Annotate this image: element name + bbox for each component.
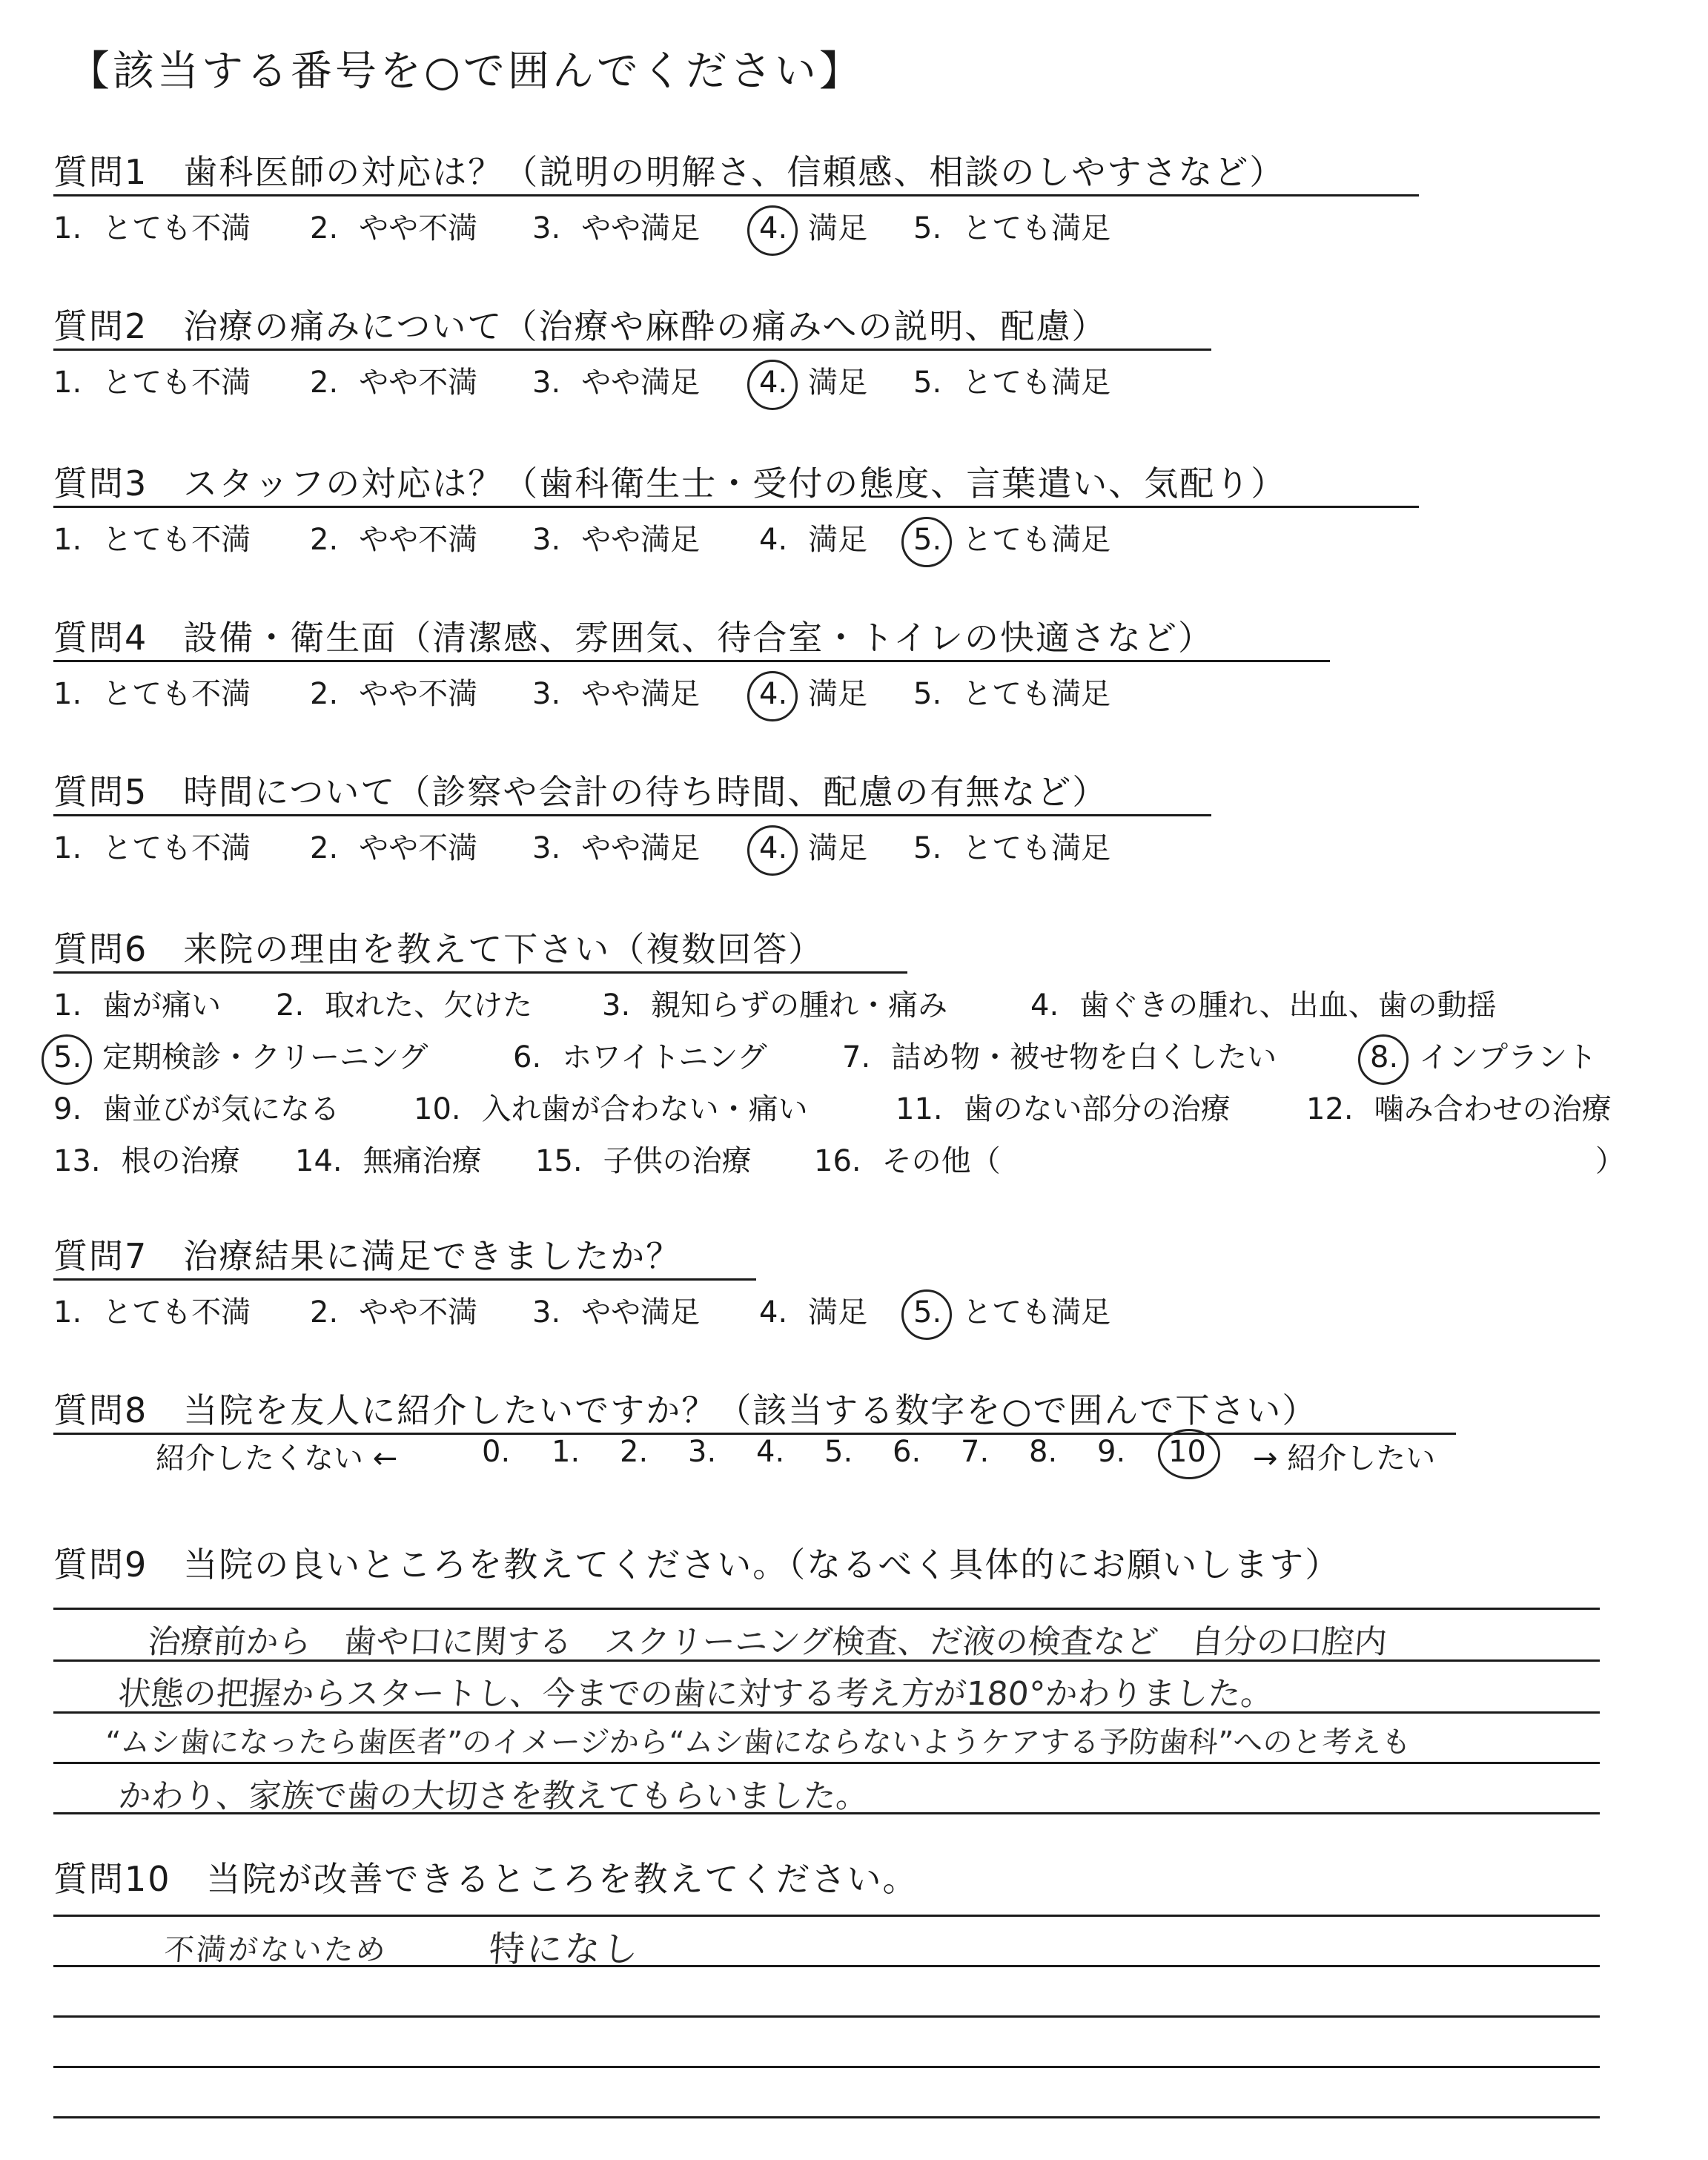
question-1-title: 質問1 歯科医師の対応は？（説明の明解さ、信頼感、相談のしやすさなど） [53, 152, 1285, 192]
q6-item-5[interactable]: 5. 定期検診・クリーニング [53, 1040, 428, 1074]
q8-scale-0[interactable]: 0. [482, 1435, 511, 1469]
q6-item-8[interactable]: 8. インプラント [1370, 1040, 1598, 1074]
question-8-title: 質問8 当院を友人に紹介したいですか？（該当する数字を○で囲んで下さい） [53, 1390, 1318, 1430]
q5-option-2[interactable]: 2. やや不満 [310, 831, 478, 865]
q9-answer-text-4: かわり、家族で歯の大切さを教えてもらいました。 [116, 1777, 870, 1815]
q2-option-5[interactable]: 5. とても満足 [913, 366, 1111, 400]
q9-answer-line-1 [53, 1608, 1600, 1610]
q6-item-7[interactable]: 7. 詰め物・被せ物を白くしたい [842, 1040, 1277, 1074]
q2-option-1[interactable]: 1. とても不満 [53, 366, 251, 400]
q9-answer-line-4 [53, 1762, 1600, 1764]
q8-scale-4[interactable]: 4. [756, 1435, 785, 1469]
q4-option-5[interactable]: 5. とても満足 [913, 677, 1111, 711]
question-4-rule [53, 660, 1330, 662]
question-2-title: 質問2 治療の痛みについて（治療や麻酔の痛みへの説明、配慮） [53, 306, 1108, 346]
q6-item-12[interactable]: 12. 噛み合わせの治療 [1306, 1092, 1612, 1126]
q8-scale-1[interactable]: 1. [552, 1435, 580, 1469]
question-5-title: 質問5 時間について（診察や会計の待ち時間、配慮の有無など） [53, 772, 1108, 812]
q8-scale-6[interactable]: 6. [893, 1435, 921, 1469]
q8-scale-10[interactable]: 10 [1168, 1435, 1206, 1469]
q3-option-4[interactable]: 4. 満足 [759, 523, 868, 557]
q6-item-11[interactable]: 11. 歯のない部分の治療 [896, 1092, 1231, 1126]
q10-answer-text-a: 不満がないため [163, 1933, 389, 1967]
q6-item-9[interactable]: 9. 歯並びが気になる [53, 1092, 340, 1126]
q10-answer-line-1 [53, 1915, 1600, 1917]
q6-item-15[interactable]: 15. 子供の治療 [535, 1144, 752, 1178]
q7-option-3[interactable]: 3. やや満足 [532, 1295, 701, 1330]
q6-other-close-paren: ） [1595, 1144, 1625, 1178]
q7-option-1[interactable]: 1. とても不満 [53, 1295, 251, 1330]
q10-answer-line-5 [53, 2116, 1600, 2118]
q3-option-3[interactable]: 3. やや満足 [532, 523, 701, 557]
q7-option-2[interactable]: 2. やや不満 [310, 1295, 478, 1330]
q3-option-5[interactable]: 5. とても満足 [913, 523, 1111, 557]
q9-answer-text-3: “ムシ歯になったら歯医者”のイメージから“ムシ歯にならないようケアする予防歯科”へのと考えも [104, 1725, 1413, 1760]
q6-item-3[interactable]: 3. 親知らずの腫れ・痛み [602, 988, 948, 1023]
q6-item-10[interactable]: 10. 入れ歯が合わない・痛い [414, 1092, 808, 1126]
q8-scale-8[interactable]: 8. [1029, 1435, 1058, 1469]
question-5-rule [53, 814, 1211, 816]
q8-scale-5[interactable]: 5. [824, 1435, 853, 1469]
question-6-title: 質問6 来院の理由を教えて下さい（複数回答） [53, 929, 824, 969]
q6-item-4[interactable]: 4. 歯ぐきの腫れ、出血、歯の動揺 [1030, 988, 1497, 1023]
q8-left-label: 紹介したくない ← [156, 1441, 398, 1476]
q4-option-2[interactable]: 2. やや不満 [310, 677, 478, 711]
question-3-rule [53, 506, 1419, 508]
q6-item-13[interactable]: 13. 根の治療 [53, 1144, 240, 1178]
q3-option-1[interactable]: 1. とても不満 [53, 523, 251, 557]
q5-option-4[interactable]: 4. 満足 [759, 831, 868, 865]
q10-answer-line-3 [53, 2015, 1600, 2018]
q4-option-3[interactable]: 3. やや満足 [532, 677, 701, 711]
instruction-header: 【該当する番号を○で囲んでください】 [68, 47, 864, 96]
q2-option-3[interactable]: 3. やや満足 [532, 366, 701, 400]
q1-option-3[interactable]: 3. やや満足 [532, 211, 701, 245]
q10-answer-text-b: 特になし [487, 1929, 642, 1970]
q8-scale-9[interactable]: 9. [1097, 1435, 1126, 1469]
q1-option-5[interactable]: 5. とても満足 [913, 211, 1111, 245]
q2-option-2[interactable]: 2. やや不満 [310, 366, 478, 400]
q1-option-2[interactable]: 2. やや不満 [310, 211, 478, 245]
q3-option-2[interactable]: 2. やや不満 [310, 523, 478, 557]
q10-answer-line-4 [53, 2066, 1600, 2068]
q5-option-3[interactable]: 3. やや満足 [532, 831, 701, 865]
question-10-title: 質問10 当院が改善できるところを教えてください。 [53, 1859, 918, 1899]
question-7-rule [53, 1278, 756, 1281]
question-4-title: 質問4 設備・衛生面（清潔感、雰囲気、待合室・トイレの快適さなど） [53, 618, 1214, 658]
q6-item-1[interactable]: 1. 歯が痛い [53, 988, 222, 1023]
q5-option-5[interactable]: 5. とても満足 [913, 831, 1111, 865]
question-2-rule [53, 349, 1211, 351]
q8-scale-2[interactable]: 2. [620, 1435, 649, 1469]
question-1-rule [53, 194, 1419, 196]
q6-item-16[interactable]: 16. その他（ [814, 1144, 1001, 1178]
q8-scale-7[interactable]: 7. [961, 1435, 990, 1469]
q8-scale-3[interactable]: 3. [688, 1435, 717, 1469]
q2-option-4[interactable]: 4. 満足 [759, 366, 868, 400]
question-3-title: 質問3 スタッフの対応は？（歯科衛生士・受付の態度、言葉遣い、気配り） [53, 463, 1287, 503]
q8-right-label: → 紹介したい [1253, 1441, 1436, 1476]
q1-option-1[interactable]: 1. とても不満 [53, 211, 251, 245]
question-9-title: 質問9 当院の良いところを教えてください。（なるべく具体的にお願いします） [53, 1545, 1341, 1585]
q6-item-14[interactable]: 14. 無痛治療 [295, 1144, 482, 1178]
q6-item-2[interactable]: 2. 取れた、欠けた [276, 988, 533, 1023]
q7-option-5[interactable]: 5. とても満足 [913, 1295, 1111, 1330]
q1-option-4[interactable]: 4. 満足 [759, 211, 868, 245]
q9-answer-text-1: 治療前から 歯や口に関する スクリーニング検査、だ液の検査など 自分の口腔内 [146, 1623, 1388, 1661]
q5-option-1[interactable]: 1. とても不満 [53, 831, 251, 865]
q4-option-4[interactable]: 4. 満足 [759, 677, 868, 711]
q6-item-6[interactable]: 6. ホワイトニング [513, 1040, 767, 1074]
question-6-rule [53, 971, 907, 974]
question-7-title: 質問7 治療結果に満足できましたか？ [53, 1236, 682, 1276]
q9-answer-text-2: 状態の把握からスタートし、今までの歯に対する考え方が180°かわりました。 [116, 1675, 1275, 1713]
q7-option-4[interactable]: 4. 満足 [759, 1295, 868, 1330]
q4-option-1[interactable]: 1. とても不満 [53, 677, 251, 711]
